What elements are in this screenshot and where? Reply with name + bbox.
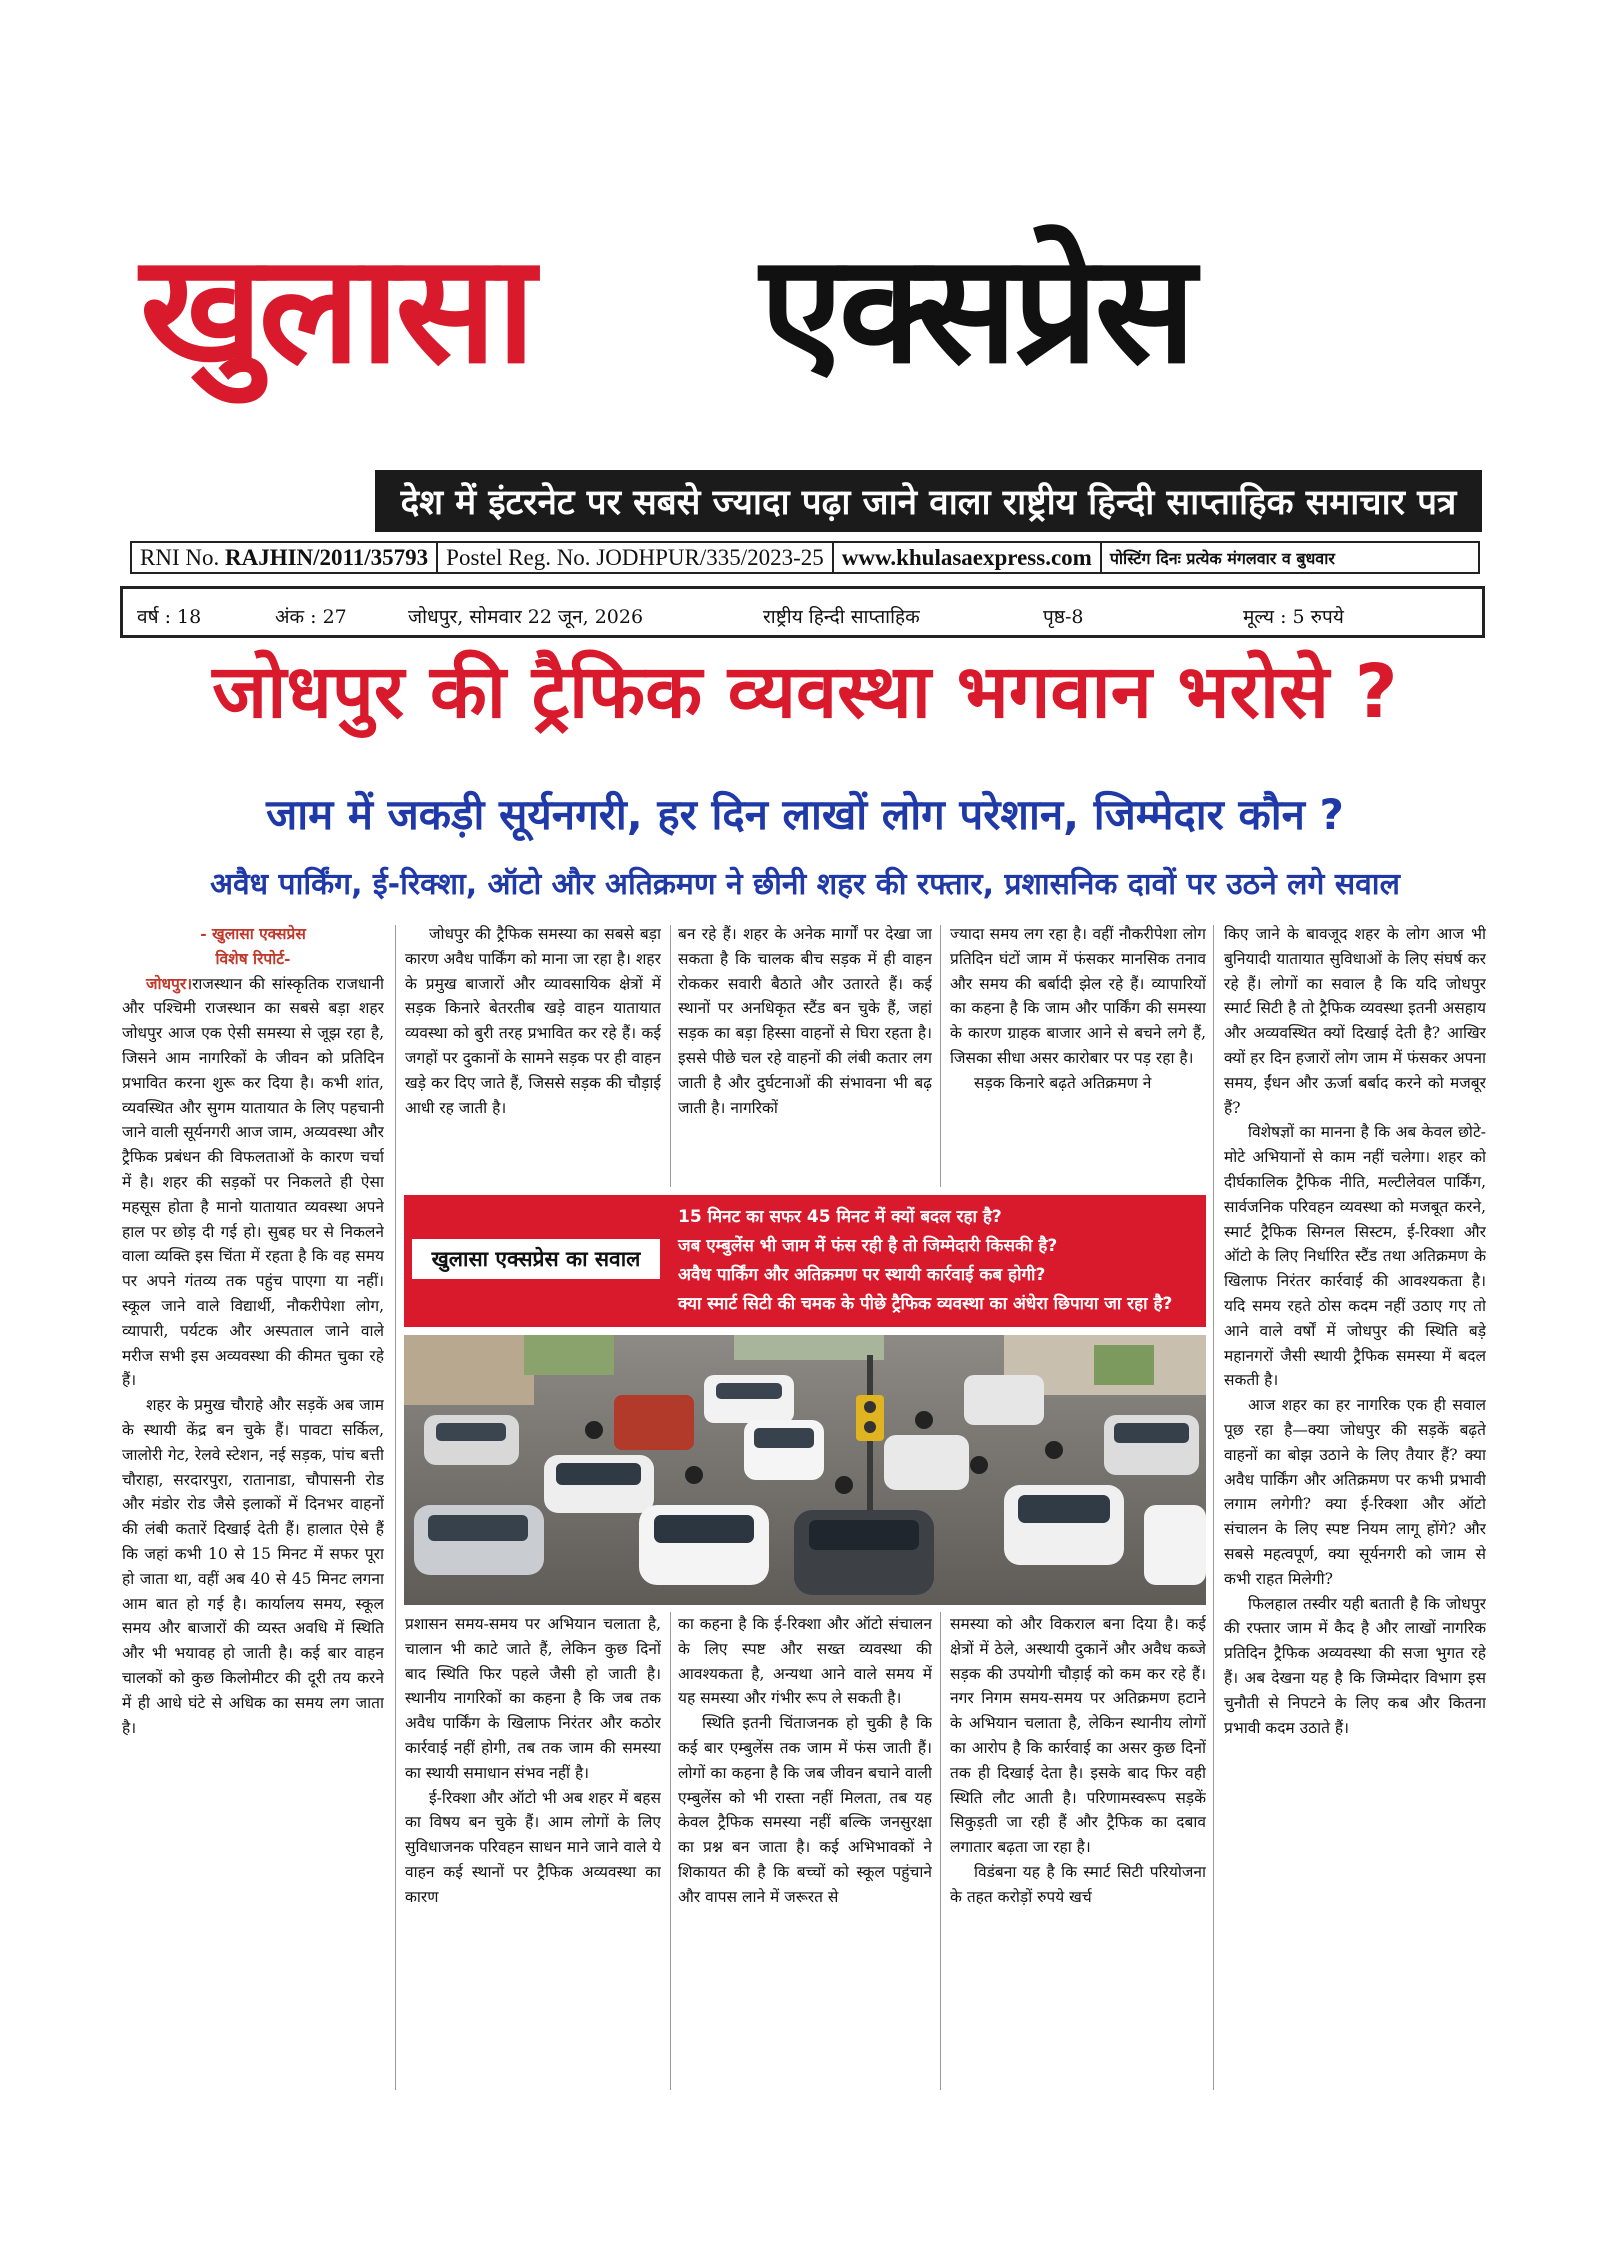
issue-place-date: जोधपुर, सोमवार 22 जून, 2026 — [408, 606, 644, 628]
masthead-title-red: खुलासा — [140, 223, 532, 397]
byline-source: - खुलासा एक्सप्रेस — [200, 924, 306, 943]
paragraph: सड़क किनारे बढ़ते अतिक्रमण ने — [974, 1073, 1152, 1092]
paragraph: जोधपुर की ट्रैफिक समस्या का सबसे बड़ा कारण अवैध पार्किंग को माना जा रहा है। शहर के प्रमुख बाजारों और व्यावसायिक क्षेत्रों में सड़क किनारे बेतरतीब खड़े वाहन यातायात व्यवस्था को बुरी तरह प्रभावित कर रहे हैं। कई जगहों पर दुकानों के सामने सड़क पर ही वाहन खड़े कर दिए जाते हैं, जिससे सड़क की चौड़ाई आधी रह जाती है। — [405, 925, 661, 1117]
article-column-4-bottom — [950, 1612, 1206, 2090]
paragraph: का कहना है कि ई-रिक्शा और ऑटो संचालन के लिए स्पष्ट और सख्त व्यवस्था की आवश्यकता है, अन्यथा आने वाले समय में यह समस्या और गंभीर रूप ले सकती है। — [678, 1615, 932, 1708]
rni-label: RNI No. — [140, 544, 220, 570]
byline-desk: विशेष रिपोर्ट- — [215, 948, 291, 968]
article-column-2-bottom — [405, 1612, 661, 2090]
column-rule — [670, 1612, 671, 2090]
paragraph: ज्यादा समय लग रहा है। वहीं नौकरीपेशा लोग प्रतिदिन घंटों जाम में फंसकर मानसिक तनाव और समय की बर्बादी झेल रहे हैं। व्यापारियों का कहना है कि जाम और पार्किंग की समस्या के कारण ग्राहक बाजार आने से बचने लगे हैं, जिसका सीधा असर कारोबार पर पड़ रहा है। — [950, 925, 1206, 1067]
column-rule — [1213, 925, 1214, 2090]
rni-number: RAJHIN/2011/35793 — [224, 544, 429, 570]
subheadline-1: जाम में जकड़ी सूर्यनगरी, हर दिन लाखों लोग परेशान, जिम्मेदार कौन ? — [266, 790, 1344, 839]
issue-year: वर्ष : 18 — [137, 606, 202, 628]
question-item: 15 मिनट का सफर 45 मिनट में क्यों बदल रहा है? — [678, 1207, 1002, 1227]
issue-price: मूल्य : 5 रुपये — [1243, 606, 1344, 628]
column-rule — [670, 925, 671, 1187]
question-list — [678, 1203, 1206, 1319]
question-box — [404, 1195, 1206, 1327]
paragraph: जोधपुर।राजस्थान की सांस्कृतिक राजधानी और पश्चिमी राजस्थान का सबसे बड़ा शहर जोधपुर आज एक ऐसी समस्या से जूझ रहा है, जिसने आम नागरिकों के जीवन को प्रतिदिन प्रभावित करना शुरू कर दिया है। कभी शांत, व्यवस्थित और सुगम यातायात के लिए पहचानी जाने वाली सूर्यनगरी आज जाम, अव्यवस्था और ट्रैफिक प्रबंधन की विफलताओं के कारण चर्चा में है। शहर की सड़कों पर निकलते ही ऐसा महसूस होता है मानो यातायात व्यवस्था अपने हाल पर छोड़ दी गई हो। सुबह घर से निकलने वाला व्यक्ति इस चिंता में रहता है कि वह समय पर अपने गंतव्य तक पहुंच पाएगा या नहीं। स्कूल जाने वाले विद्यार्थी, नौकरीपेशा लोग, व्यापारी, पर्यटक और अस्पताल जाने वाले मरीज सभी इस अव्यवस्था की कीमत चुका रहे हैं। — [122, 973, 384, 1390]
paragraph: फिलहाल तस्वीर यही बताती है कि जोधपुर की रफ्तार जाम में कैद है और लाखों नागरिक प्रतिदिन ट्रैफिक अव्यवस्था की सजा भुगत रहे हैं। अब देखना यह है कि जिम्मेदार विभाग इस चुनौती से निपटने के लिए कब और कितना प्रभावी कदम उठाते हैं। — [1224, 1594, 1486, 1737]
question-item: अवैध पार्किंग और अतिक्रमण पर स्थायी कार्रवाई कब होगी? — [678, 1265, 1046, 1285]
article-column-2-top — [405, 922, 661, 1190]
posting-day: पोस्टिंग दिनः प्रत्येक मंगलवार व बुधवार — [1109, 548, 1335, 568]
question-item: जब एम्बुलेंस भी जाम में फंस रही है तो जिम्मेदारी किसकी है? — [678, 1236, 1058, 1256]
article-column-1 — [122, 922, 384, 2092]
article-column-5 — [1224, 922, 1486, 2092]
paragraph: समस्या को और विकराल बना दिया है। कई क्षेत्रों में ठेले, अस्थायी दुकानें और अवैध कब्जे सड़क की उपयोगी चौड़ाई को कम कर रहे हैं। नगर निगम समय-समय पर अतिक्रमण हटाने के अभियान चलाता है, लेकिन स्थानीय लोगों का आरोप है कि कार्रवाई का असर कुछ दिनों तक ही दिखाई देता है। इसके बाद फिर वही स्थिति लौट आती है। परिणामस्वरूप सड़कें सिकुड़ती जा रही हैं और ट्रैफिक का दबाव लगातार बढ़ता जा रहा है। — [950, 1615, 1206, 1857]
paragraph: बन रहे हैं। शहर के अनेक मार्गों पर देखा जा सकता है कि चालक बीच सड़क में ही वाहन रोककर सवारी बैठाते और उतारते हैं। कई स्थानों पर अनधिकृत स्टैंड बन चुके हैं, जहां सड़क का बड़ा हिस्सा वाहनों से घिरा रहता है। इससे पीछे चल रहे वाहनों की लंबी कतार लग जाती है और दुर्घटनाओं की संभावना भी बढ़ जाती है। नागरिकों — [678, 925, 932, 1117]
dateline: जोधपुर। — [146, 973, 193, 993]
rni-cell — [132, 543, 438, 572]
paragraph: प्रशासन समय-समय पर अभियान चलाता है, चालान भी काटे जाते हैं, लेकिन कुछ दिनों बाद स्थिति फिर पहले जैसी हो जाती है। स्थानीय नागरिकों का कहना है कि जब तक अवैध पार्किंग के खिलाफ निरंतर और कठोर कार्रवाई नहीं होगी, तब तक जाम की समस्या का स्थायी समाधान संभव नहीं है। — [405, 1615, 661, 1782]
issue-strip — [120, 586, 1485, 638]
paragraph: विशेषज्ञों का मानना है कि अब केवल छोटे-मोटे अभियानों से काम नहीं चलेगा। शहर को दीर्घकालिक ट्रैफिक नीति, मल्टीलेवल पार्किंग, सार्वजनिक परिवहन व्यवस्था को मजबूत करने, स्मार्ट ट्रैफिक सिग्नल सिस्टम, ई-रिक्शा और ऑटो के लिए निर्धारित स्टैंड तथा अतिक्रमण के खिलाफ निरंतर कार्रवाई की आवश्यकता है। यदि समय रहते ठोस कदम नहीं उठाए गए तो आने वाले वर्षों में जोधपुर की स्थिति बड़े महानगरों जैसी स्थायी ट्रैफिक समस्या में बदल सकती है। — [1224, 1123, 1486, 1390]
masthead-tagline: देश में इंटरनेट पर सबसे ज्यादा पढ़ा जाने वाला राष्ट्रीय हिन्दी साप्ताहिक समाचार पत्र — [375, 470, 1482, 532]
masthead-title-black: एक्सप्रेस — [760, 223, 1192, 397]
column-rule — [395, 925, 396, 2090]
paragraph: आज शहर का हर नागरिक एक ही सवाल पूछ रहा है—क्या जोधपुर की सड़कें बढ़ते वाहनों का बोझ उठाने के लिए तैयार हैं? क्या अवैध पार्किंग और अतिक्रमण पर कभी प्रभावी लगाम लगेगी? क्या ई-रिक्शा और ऑटो संचालन के लिए स्पष्ट नियम लागू होंगे? और सबसे महत्वपूर्ण, क्या सूर्यनगरी को जाम से कभी राहत मिलेगी? — [1224, 1396, 1486, 1588]
website-text: www.khulasaexpress.com — [834, 543, 1102, 572]
registration-strip — [130, 541, 1480, 574]
subheadline-2: अवैध पार्किंग, ई-रिक्शा, ऑटो और अतिक्रमण ने छीनी शहर की रफ्तार, प्रशासनिक दावों पर उठने लगे सवाल — [210, 867, 1400, 902]
paragraph: किए जाने के बावजूद शहर के लोग आज भी बुनियादी यातायात सुविधाओं के लिए संघर्ष कर रहे हैं। लोगों का सवाल है कि यदि जोधपुर स्मार्ट सिटी है तो ट्रैफिक व्यवस्था इतनी असहाय और अव्यवस्थित क्यों दिखाई देती है? आखिर क्यों हर दिन हजारों लोग जाम में फंसकर अपना समय, ईंधन और ऊर्जा बर्बाद करने को मजबूर हैं? — [1224, 925, 1486, 1117]
article-column-3-bottom — [678, 1612, 932, 2090]
issue-pages: पृष्ठ-8 — [1043, 606, 1084, 628]
issue-type: राष्ट्रीय हिन्दी साप्ताहिक — [763, 606, 920, 628]
column-rule — [940, 1612, 941, 2090]
question-item: क्या स्मार्ट सिटी की चमक के पीछे ट्रैफिक व्यवस्था का अंधेरा छिपाया जा रहा है? — [678, 1294, 1173, 1314]
paragraph: ई-रिक्शा और ऑटो भी अब शहर में बहस का विषय बन चुके हैं। आम लोगों के लिए सुविधाजनक परिवहन साधन माने जाने वाले ये वाहन कई स्थानों पर ट्रैफिक अव्यवस्था का कारण — [405, 1788, 661, 1906]
postal-reg: Postel Reg. No. JODHPUR/335/2023-25 — [438, 543, 834, 572]
question-box-label: खुलासा एक्सप्रेस का सवाल — [412, 1239, 660, 1279]
issue-number: अंक : 27 — [275, 606, 347, 628]
article-column-4-top — [950, 922, 1206, 1190]
article-column-3-top — [678, 922, 932, 1190]
main-headline: जोधपुर की ट्रैफिक व्यवस्था भगवान भरोसे ? — [212, 649, 1398, 735]
column-rule — [940, 925, 941, 1187]
paragraph: विडंबना यह है कि स्मार्ट सिटी परियोजना के तहत करोड़ों रुपये खर्च — [950, 1862, 1206, 1906]
traffic-jam-photo — [404, 1335, 1206, 1605]
paragraph: शहर के प्रमुख चौराहे और सड़कें अब जाम के स्थायी केंद्र बन चुके हैं। पावटा सर्किल, जालोरी गेट, रेलवे स्टेशन, नई सड़क, पांच बत्ती चौराहा, सरदारपुरा, रातानाडा, चौपासनी रोड और मंडोर रोड जैसे इलाकों में दिनभर वाहनों की लंबी कतारें दिखाई देती हैं। हालात ऐसे हैं कि जहां कभी 10 से 15 मिनट में सफर पूरा हो जाता था, वहीं अब 40 से 45 मिनट लगना आम बात हो गई है। कार्यालय समय, स्कूल समय और बाजारों की व्यस्त अवधि में स्थिति और भी भयावह हो जाती है। कई बार वाहन चालकों को कुछ किलोमीटर की दूरी तय करने में ही आधे घंटे से अधिक का समय लग जाता है। — [122, 1396, 384, 1737]
paragraph: स्थिति इतनी चिंताजनक हो चुकी है कि कई बार एम्बुलेंस तक जाम में फंस जाती हैं। लोगों का कहना है कि जब जीवन बचाने वाली एम्बुलेंस को भी रास्ता नहीं मिलता, तब यह केवल ट्रैफिक समस्या नहीं बल्कि जनसुरक्षा का प्रश्न बन जाता है। कई अभिभावकों ने शिकायत की है कि बच्चों को स्कूल पहुंचाने और वापस लाने में जरूरत से — [678, 1714, 932, 1906]
byline — [122, 922, 384, 972]
